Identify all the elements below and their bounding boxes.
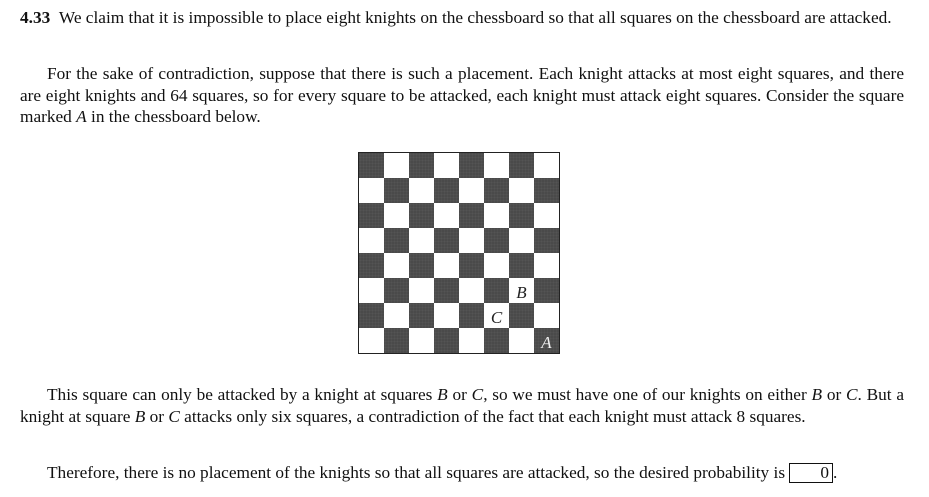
square-label-c: C	[490, 308, 503, 327]
board-square	[534, 253, 559, 278]
board-square	[484, 228, 509, 253]
chessboard	[358, 152, 560, 354]
board-square	[409, 278, 434, 303]
board-square	[484, 328, 509, 353]
board-square	[434, 153, 459, 178]
board-square	[484, 153, 509, 178]
board-square	[459, 303, 484, 328]
board-square	[384, 303, 409, 328]
board-square	[359, 178, 384, 203]
board-square	[509, 278, 534, 303]
board-square	[534, 178, 559, 203]
board-square	[534, 328, 559, 353]
board-square	[409, 253, 434, 278]
board-square	[409, 153, 434, 178]
board-square	[534, 228, 559, 253]
var-b: B	[437, 385, 448, 404]
board-square	[459, 278, 484, 303]
board-square	[509, 228, 534, 253]
board-square	[459, 328, 484, 353]
board-square	[434, 228, 459, 253]
para3-s2: or	[447, 385, 472, 404]
board-square	[434, 178, 459, 203]
board-square	[409, 203, 434, 228]
board-square	[484, 203, 509, 228]
board-square	[534, 153, 559, 178]
problem-statement	[20, 7, 904, 29]
var-b: B	[134, 406, 146, 426]
board-square	[459, 253, 484, 278]
board-square	[384, 203, 409, 228]
para2-text: For the sake of contradiction, suppose that there is such a placement. Each knight attacks at most eight squares, and there are eight knights and 64 squares, so for every square to be attacked, each knight must attack eight squares. Consider the square marked	[20, 64, 904, 126]
conclusion-paragraph	[20, 462, 904, 484]
var-a: A	[76, 107, 87, 126]
board-square	[459, 228, 484, 253]
board-square	[509, 253, 534, 278]
board-square	[434, 303, 459, 328]
board-square	[534, 278, 559, 303]
conclusion-text: Therefore, there is no placement of the knights so that all squares are attacked, so the desired probability is	[47, 463, 790, 482]
para3-s6: or	[145, 406, 169, 426]
board-square	[384, 178, 409, 203]
board-square	[509, 328, 534, 353]
board-square	[434, 328, 459, 353]
square-label-b: B	[516, 283, 527, 302]
board-square	[384, 153, 409, 178]
board-square	[384, 253, 409, 278]
board-square	[459, 178, 484, 203]
knight-argument-paragraph	[20, 384, 904, 427]
board-square	[484, 253, 509, 278]
board-square	[459, 153, 484, 178]
board-square	[359, 228, 384, 253]
board-square	[484, 178, 509, 203]
board-square	[509, 178, 534, 203]
var-b: B	[811, 385, 823, 404]
board-square	[509, 153, 534, 178]
problem-claim: We claim that it is impossible to place eight knights on the chessboard so that all squares on the chessboard are attacked.	[58, 8, 892, 27]
square-label-a: A	[541, 333, 552, 352]
boxed-answer: 0	[789, 463, 833, 483]
board-square	[509, 203, 534, 228]
board-square	[409, 228, 434, 253]
board-square	[484, 278, 509, 303]
board-square	[384, 278, 409, 303]
board-square	[359, 303, 384, 328]
board-square	[359, 153, 384, 178]
para3-s5: . But a knight at square	[20, 385, 904, 426]
board-square	[359, 328, 384, 353]
board-square	[434, 203, 459, 228]
board-square	[534, 203, 559, 228]
board-square	[434, 253, 459, 278]
board-square	[459, 203, 484, 228]
var-c: C	[845, 385, 858, 404]
para3-s1: This square can only be attacked by a knight at squares	[47, 385, 438, 404]
para3-s4: or	[822, 385, 846, 404]
conclusion-end: .	[833, 463, 838, 482]
board-square	[409, 328, 434, 353]
board-square	[509, 303, 534, 328]
para3-s3: , so we must have one of our knights on either	[483, 385, 812, 404]
board-square	[359, 278, 384, 303]
contradiction-paragraph	[20, 63, 904, 128]
board-square	[359, 253, 384, 278]
board-square	[434, 278, 459, 303]
problem-number: 4.33	[20, 8, 51, 27]
board-square	[484, 303, 509, 328]
var-c: C	[471, 385, 484, 404]
board-square	[534, 303, 559, 328]
var-c: C	[168, 406, 180, 426]
para3-s7: attacks only six squares, a contradiction of the fact that each knight must attack 8 squares.	[179, 406, 806, 426]
board-square	[384, 228, 409, 253]
board-square	[359, 203, 384, 228]
board-square	[384, 328, 409, 353]
para2-tail: in the chessboard below.	[86, 107, 261, 126]
board-square	[409, 303, 434, 328]
board-square	[409, 178, 434, 203]
